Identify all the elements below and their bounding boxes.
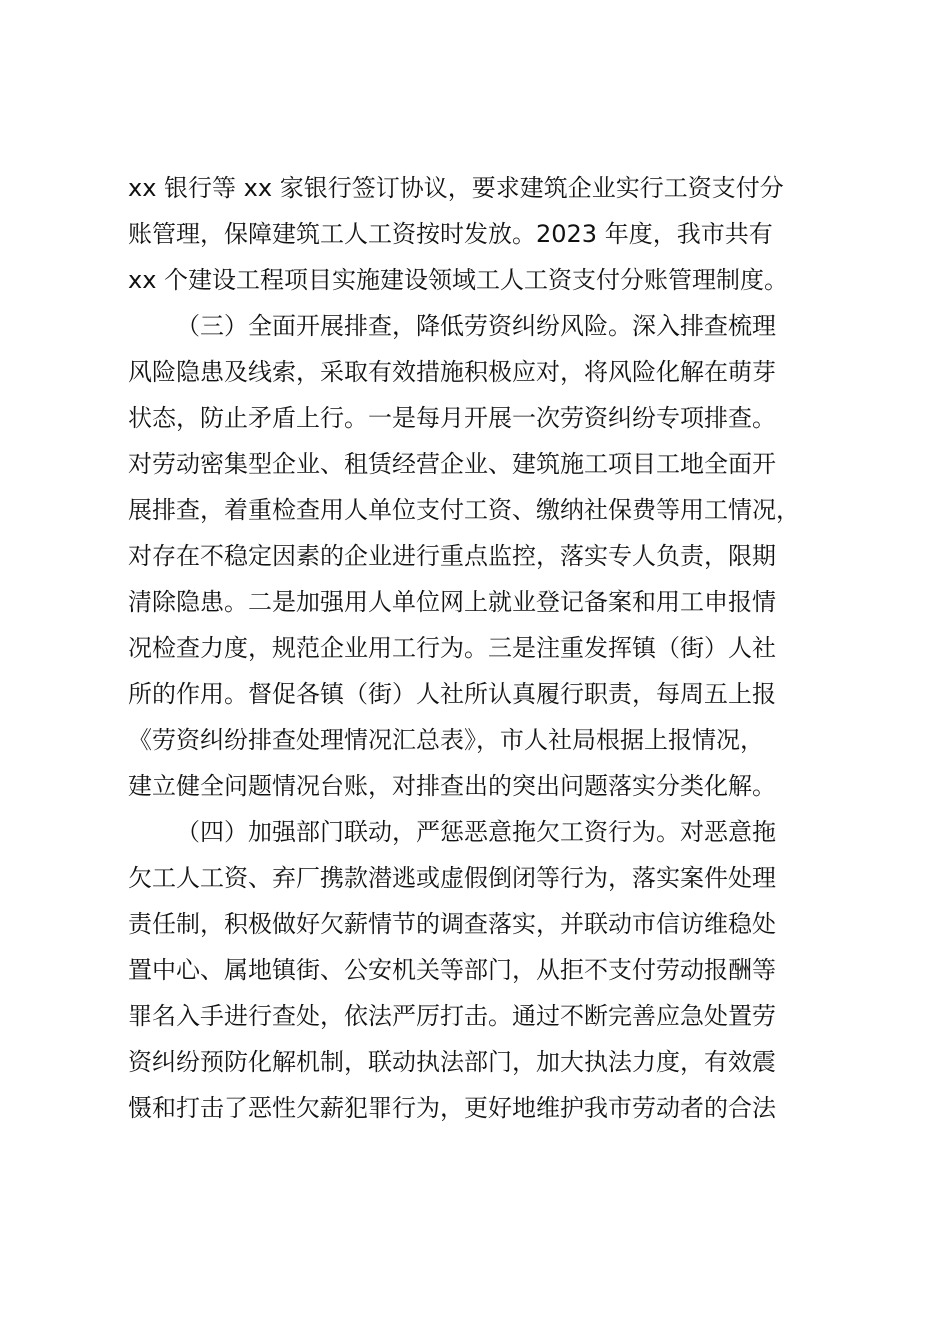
text-line: 资纠纷预防化解机制，联动执法部门，加大执法力度，有效震	[128, 1048, 776, 1076]
text-line: xx 个建设工程项目实施建设领域工人工资支付分账管理制度。	[128, 266, 789, 294]
text-line: 慑和打击了恶性欠薪犯罪行为，更好地维护我市劳动者的合法	[128, 1094, 776, 1122]
text-line: 展排查，着重检查用人单位支付工资、缴纳社保费等用工情况，	[128, 496, 800, 524]
text-line: xx 银行等 xx 家银行签订协议，要求建筑企业实行工资支付分	[128, 174, 784, 202]
text-line: 况检查力度，规范企业用工行为。三是注重发挥镇（街）人社	[128, 634, 776, 662]
text-line: 责任制，积极做好欠薪情节的调查落实，并联动市信访维稳处	[128, 910, 776, 938]
text-line: 欠工人工资、弃厂携款潜逃或虚假倒闭等行为，落实案件处理	[128, 864, 776, 892]
text-line: 清除隐患。二是加强用人单位网上就业登记备案和用工申报情	[128, 588, 776, 616]
text-line: （四）加强部门联动，严惩恶意拖欠工资行为。对恶意拖	[176, 818, 776, 846]
text-line: 风险隐患及线索，采取有效措施积极应对，将风险化解在萌芽	[128, 358, 776, 386]
text-line: 对劳动密集型企业、租赁经营企业、建筑施工项目工地全面开	[128, 450, 776, 478]
text-line: （三）全面开展排查，降低劳资纠纷风险。深入排查梳理	[176, 312, 776, 340]
text-line: 《劳资纠纷排查处理情况汇总表》，市人社局根据上报情况，	[128, 726, 764, 754]
text-line: 置中心、属地镇街、公安机关等部门，从拒不支付劳动报酬等	[128, 956, 776, 984]
text-line: 建立健全问题情况台账，对排查出的突出问题落实分类化解。	[128, 772, 776, 800]
text-line: 账管理，保障建筑工人工资按时发放。2023 年度，我市共有	[128, 220, 773, 248]
body-text	[128, 165, 838, 1131]
text-line: 罪名入手进行查处，依法严厉打击。通过不断完善应急处置劳	[128, 1002, 776, 1030]
text-line: 对存在不稳定因素的企业进行重点监控，落实专人负责，限期	[128, 542, 776, 570]
text-line: 所的作用。督促各镇（街）人社所认真履行职责，每周五上报	[128, 680, 776, 708]
text-line: 状态，防止矛盾上行。一是每月开展一次劳资纠纷专项排查。	[128, 404, 776, 432]
